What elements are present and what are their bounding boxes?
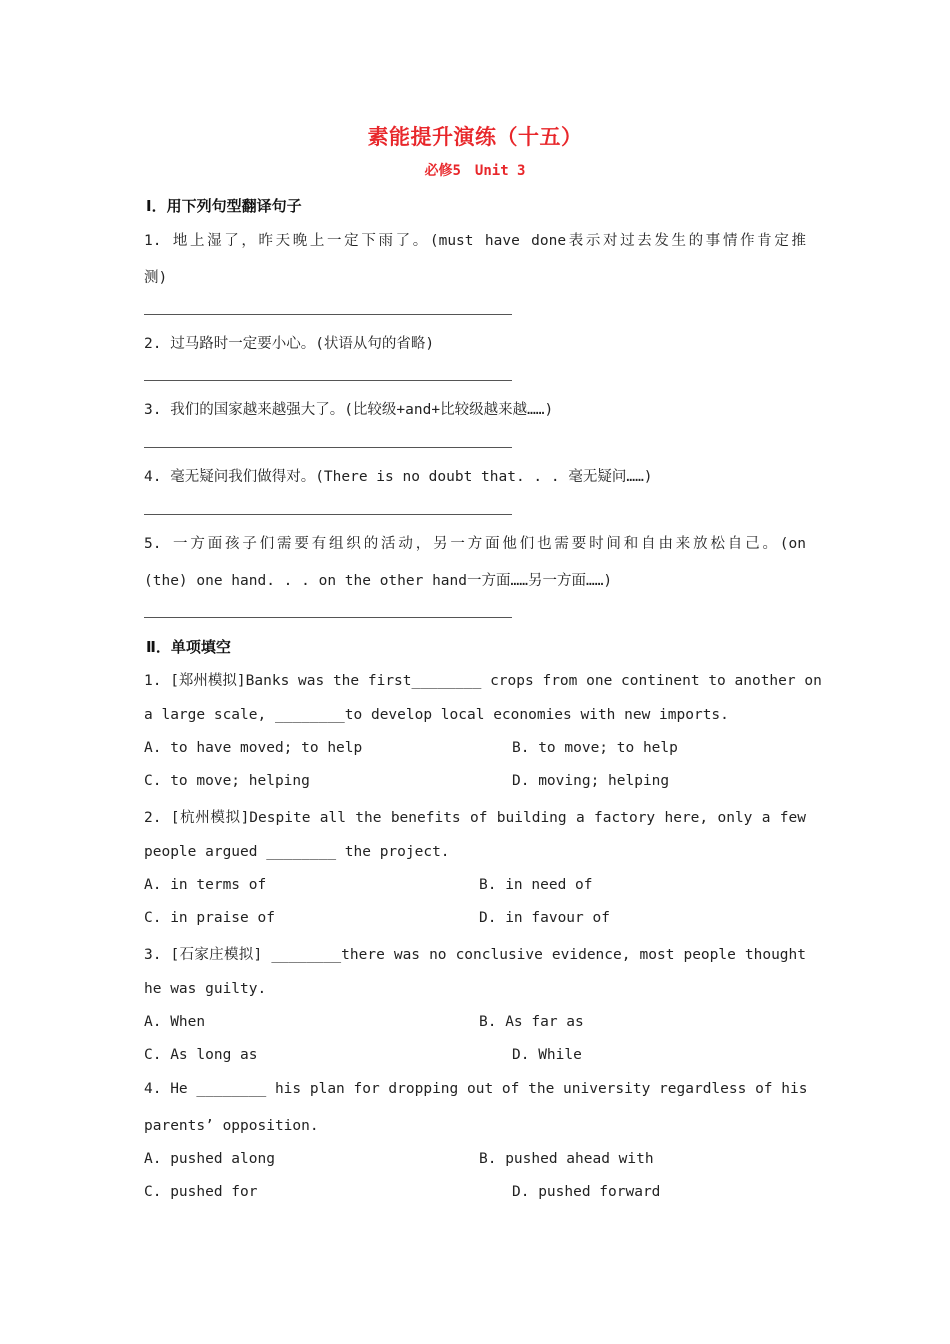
answer-line-4[interactable]: [144, 514, 512, 515]
question-3-option-c[interactable]: C. As long as: [144, 1047, 258, 1063]
section1-heading: Ⅰ．用下列句型翻译句子: [146, 197, 302, 215]
translation-item-5-line2: (the) one hand. . . on the other hand一方面……另一方面……): [144, 573, 613, 589]
question-2-option-b[interactable]: B. in need of: [479, 877, 593, 893]
answer-line-2[interactable]: [144, 380, 512, 381]
translation-item-3: 3. 我们的国家越来越强大了。(比较级+and+比较级越来越……): [144, 402, 554, 418]
question-1-option-c[interactable]: C. to move; helping: [144, 773, 310, 789]
question-3-option-d[interactable]: D. While: [512, 1047, 582, 1063]
question-1-option-a[interactable]: A. to have moved; to help: [144, 740, 363, 756]
page-subtitle: 必修5 Unit 3: [424, 163, 526, 179]
translation-item-5-line1: 5. 一方面孩子们需要有组织的活动，另一方面他们也需要时间和自由来放松自己。(on: [144, 536, 806, 552]
question-1-option-b[interactable]: B. to move; to help: [512, 740, 678, 756]
question-2-line2: people argued ________ the project.: [144, 844, 450, 860]
question-1-line2: a large scale, ________to develop local economies with new imports.: [144, 707, 729, 723]
question-2-option-d[interactable]: D. in favour of: [479, 910, 610, 926]
question-4-option-b[interactable]: B. pushed ahead with: [479, 1151, 654, 1167]
question-3-option-b[interactable]: B. As far as: [479, 1014, 584, 1030]
question-3-option-a[interactable]: A. When: [144, 1014, 206, 1030]
question-2-option-a[interactable]: A. in terms of: [144, 877, 267, 893]
question-3-line1: 3. [石家庄模拟] ________there was no conclusive evidence, most people thought: [144, 947, 806, 963]
translation-item-2: 2. 过马路时一定要小心。(状语从句的省略): [144, 336, 435, 352]
question-4-line1: 4. He ________ his plan for dropping out of the university regardless of his: [144, 1081, 808, 1097]
answer-line-1[interactable]: [144, 314, 512, 315]
question-4-option-a[interactable]: A. pushed along: [144, 1151, 275, 1167]
translation-item-1-line1: 1. 地上湿了，昨天晚上一定下雨了。(must have done表示对过去发生的事情作肯定推: [144, 233, 806, 249]
question-4-option-c[interactable]: C. pushed for: [144, 1184, 258, 1200]
question-4-line2: parents’ opposition.: [144, 1118, 319, 1134]
question-1-option-d[interactable]: D. moving; helping: [512, 773, 670, 789]
question-3-line2: he was guilty.: [144, 981, 267, 997]
question-2-option-c[interactable]: C. in praise of: [144, 910, 275, 926]
question-1-line1: 1. [郑州模拟]Banks was the first________ crops from one continent to another on: [144, 673, 822, 689]
answer-line-5[interactable]: [144, 617, 512, 618]
question-2-line1: 2. [杭州模拟]Despite all the benefits of building a factory here, only a few: [144, 810, 806, 826]
question-4-option-d[interactable]: D. pushed forward: [512, 1184, 661, 1200]
answer-line-3[interactable]: [144, 447, 512, 448]
section2-heading: Ⅱ．单项填空: [146, 638, 231, 656]
translation-item-4: 4. 毫无疑问我们做得对。(There is no doubt that. . . 毫无疑问……): [144, 469, 653, 485]
translation-item-1-line2: 测): [144, 270, 168, 286]
page-title: 素能提升演练（十五）: [367, 125, 583, 149]
